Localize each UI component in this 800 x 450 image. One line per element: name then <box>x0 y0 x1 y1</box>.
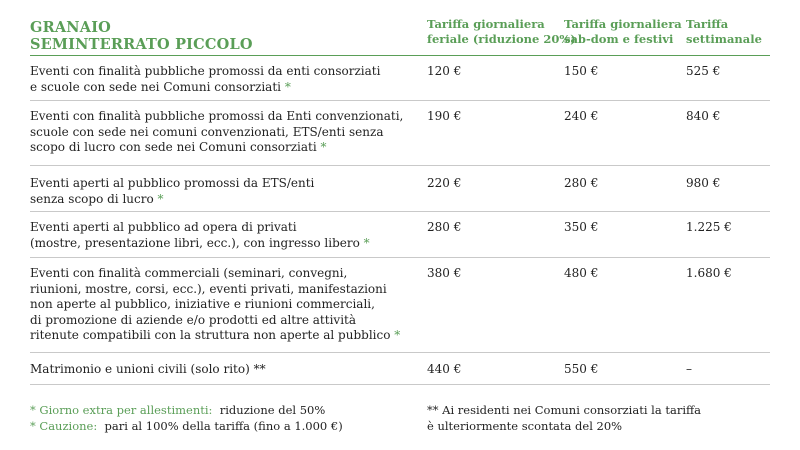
column-header-line-2: settimanale <box>686 32 762 46</box>
footnote-marker: * <box>320 140 327 154</box>
row-label <box>30 220 410 251</box>
row-divider <box>30 384 770 385</box>
column-header-weekly-rate <box>686 17 762 47</box>
weekly-rate-value: 980 € <box>686 176 721 190</box>
column-header-line-2: sab-dom e festivi <box>564 32 674 46</box>
row-label-line <box>30 140 410 156</box>
row-label-line <box>30 362 410 378</box>
weekday-rate-value: 220 € <box>427 176 462 190</box>
weekly-rate-value: 840 € <box>686 109 721 123</box>
row-label <box>30 362 410 378</box>
row-label-line: non aperte al pubblico, iniziative e riunioni commerciali, <box>30 297 375 311</box>
weekday-rate-value: 440 € <box>427 362 462 376</box>
row-divider <box>30 352 770 353</box>
row-label <box>30 109 410 156</box>
column-header-line-1: Tariffa giornaliera <box>427 17 545 31</box>
weekend-rate-value: 350 € <box>564 220 599 234</box>
row-divider <box>30 165 770 166</box>
row-label-line <box>30 192 410 208</box>
weekday-rate-value: 190 € <box>427 109 462 123</box>
footnote-residents <box>427 402 701 434</box>
header-divider <box>30 55 770 56</box>
row-label-line: Eventi con finalità pubbliche promossi da enti consorziati <box>30 64 381 78</box>
row-label-line <box>30 328 410 344</box>
row-label-text: (mostre, presentazione libri, ecc.), con ingresso libero <box>30 235 360 250</box>
footnote-line: ** Ai residenti nei Comuni consorziati la tariffa <box>427 403 702 417</box>
row-label-text: senza scopo di lucro <box>30 191 154 206</box>
row-label-line: Eventi aperti al pubblico promossi da ETS/enti <box>30 176 315 190</box>
row-label-line: scuole con sede nei comuni convenzionati, ETS/enti senza <box>30 124 384 139</box>
row-label-text: ritenute compatibili con la struttura non aperte al pubblico <box>30 328 391 342</box>
table-title <box>30 19 253 53</box>
weekly-rate-value: 525 € <box>686 64 721 78</box>
footnote-deposit <box>30 418 343 434</box>
weekday-rate-value: 280 € <box>427 220 462 234</box>
row-label <box>30 176 410 207</box>
row-label-line: di promozione di aziende e/o prodotti ed altre attività <box>30 312 357 327</box>
weekly-rate-value: – <box>686 362 692 376</box>
column-header-line-1: Tariffa <box>686 17 729 31</box>
footnote-marker: ** <box>253 362 266 376</box>
row-label-text: Matrimonio e unioni civili (solo rito) <box>30 362 250 376</box>
row-label-text: scopo di lucro con sede nei Comuni consorziati <box>30 140 317 154</box>
footnote-text: pari al 100% della tariffa (fino a 1.000 €) <box>104 419 343 433</box>
row-label-line: Eventi con finalità pubbliche promossi da Enti convenzionati, <box>30 109 404 123</box>
footnote-extra-day <box>30 402 343 418</box>
footnote-marker: * <box>394 328 401 342</box>
row-label-line: Eventi con finalità commerciali (seminari, convegni, <box>30 266 348 280</box>
title-line-2: SEMINTERRATO PICCOLO <box>30 36 253 53</box>
footnote-marker: * <box>363 235 370 250</box>
row-label-line: Eventi aperti al pubblico ad opera di privati <box>30 220 297 234</box>
column-header-line-1: Tariffa giornaliera <box>564 17 682 31</box>
footnote-label: * Cauzione: <box>30 419 98 433</box>
weekly-rate-value: 1.225 € <box>686 220 732 234</box>
row-divider <box>30 257 770 258</box>
weekend-rate-value: 150 € <box>564 64 599 78</box>
weekend-rate-value: 480 € <box>564 266 599 280</box>
title-line-1: GRANAIO <box>30 19 112 36</box>
weekday-rate-value: 120 € <box>427 64 462 78</box>
row-label <box>30 64 410 95</box>
footnote-marker: * <box>284 79 291 94</box>
row-label-text: e scuole con sede nei Comuni consorziati <box>30 79 281 94</box>
column-header-line-2: feriale (riduzione 20%) <box>427 32 576 46</box>
footnote-text: riduzione del 50% <box>219 403 326 417</box>
footnote-line: è ulteriormente scontata del 20% <box>427 419 623 433</box>
weekly-rate-value: 1.680 € <box>686 266 732 280</box>
weekend-rate-value: 240 € <box>564 109 599 123</box>
row-divider <box>30 211 770 212</box>
footnotes-left <box>30 402 343 434</box>
row-label <box>30 266 410 344</box>
row-divider <box>30 100 770 101</box>
column-header-weekend-rate <box>564 17 682 47</box>
column-header-weekday-rate <box>427 17 576 47</box>
weekday-rate-value: 380 € <box>427 266 462 280</box>
row-label-line <box>30 80 410 96</box>
row-label-line: riunioni, mostre, corsi, ecc.), eventi privati, manifestazioni <box>30 281 387 296</box>
footnote-label: * Giorno extra per allestimenti: <box>30 403 213 417</box>
weekend-rate-value: 280 € <box>564 176 599 190</box>
footnote-marker: * <box>157 191 164 206</box>
row-label-line <box>30 236 410 252</box>
weekend-rate-value: 550 € <box>564 362 599 376</box>
